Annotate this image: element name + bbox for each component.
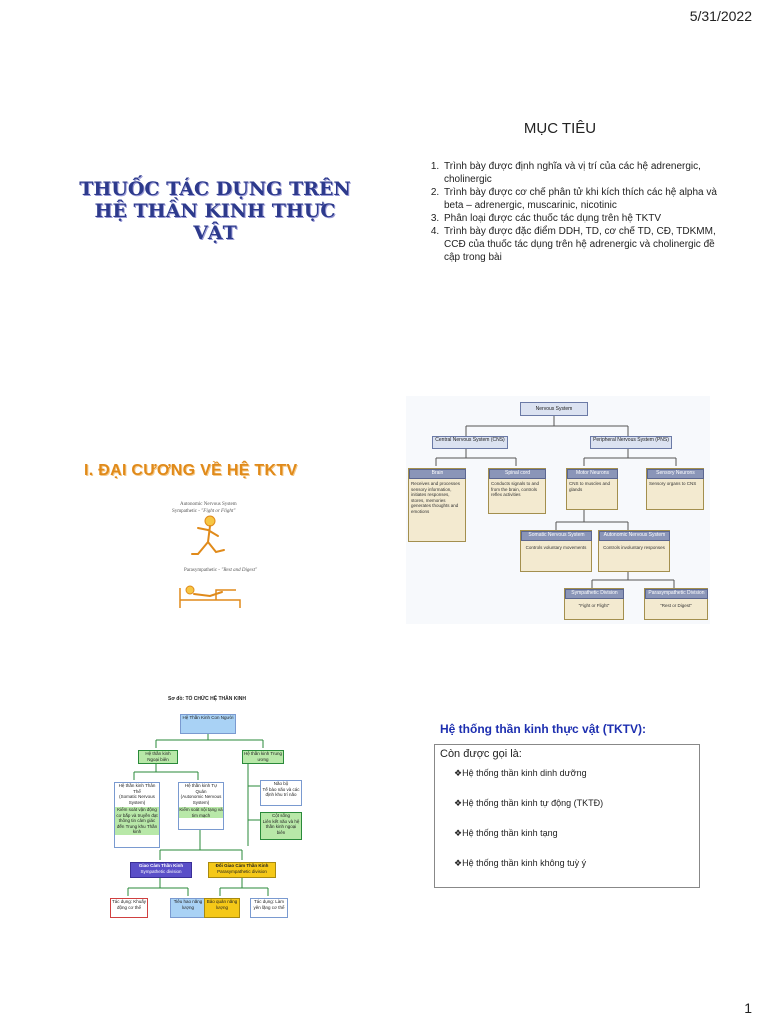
- ns-somatic-desc: Controls voluntary movements: [525, 545, 587, 550]
- org-root: Hệ Thần Kinh Con Người: [180, 714, 236, 734]
- org-peripheral: Hệ thần kinh Ngoại biên: [138, 750, 178, 764]
- org-parasymp: Đối Giao Cảm Thần Kinh: [215, 863, 269, 868]
- tktv-item-text: Hệ thống thần kinh dinh dưỡng: [462, 768, 587, 778]
- objectives-heading: MỤC TIÊU: [523, 120, 597, 137]
- ns-symp-card: [564, 588, 624, 620]
- ns-autonomic: Autonomic Nervous System: [599, 531, 670, 541]
- org-brain-card: [260, 780, 302, 806]
- diamond-bullet-icon: ❖: [454, 798, 463, 808]
- org-autonomic-en: (Autonomic Nervous System): [180, 794, 222, 805]
- ns-parasymp: Parasympathetic Division: [645, 589, 708, 599]
- org-effect-consume: Tiêu hao năng lượng: [170, 898, 206, 918]
- ns-symp: Sympathetic Division: [565, 589, 624, 599]
- tktv-item-text: Hệ thống thần kinh tạng: [462, 828, 558, 838]
- org-parasymp-en: Parasympathetic division: [217, 868, 267, 874]
- para-caption-label: Parasympathetic -: [184, 568, 220, 573]
- ns-pns: Peripheral Nervous System (PNS): [590, 436, 672, 449]
- ns-brain-card: [408, 468, 466, 542]
- ns-sensory-desc: Sensory organs to CNS: [649, 481, 697, 486]
- tktv-item: [454, 858, 586, 869]
- ns-root: Nervous System: [520, 402, 588, 416]
- tktv-intro: Còn được gọi là:: [440, 748, 522, 760]
- organization-chart: [108, 696, 308, 926]
- objective-item: 2. Trình bày được cơ chế phân tử khi kích thích các hệ alpha và beta – adrenergic, muscarinic, nicotinic: [442, 186, 722, 212]
- ns-parasymp-desc: "Rest or Digest": [660, 603, 692, 608]
- org-somatic-card: [114, 782, 160, 848]
- org-autonomic-desc: Kiểm soát nội tạng và tim mạch: [179, 807, 223, 818]
- diamond-bullet-icon: ❖: [454, 768, 463, 778]
- ns-brain-desc: Receives and processes sensory information, initiates responses, stores, memories generates thoughts and emotions: [411, 481, 461, 514]
- section-title: I. ĐẠI CƯƠNG VỀ HỆ TKTV: [84, 462, 298, 479]
- diamond-bullet-icon: ❖: [454, 858, 463, 868]
- ns-sensory: Sensory Neurons: [647, 469, 704, 479]
- tktv-item-text: Hệ thống thần kinh không tuỳ ý: [462, 858, 587, 868]
- symp-caption-note: "Fight or Flight": [201, 509, 236, 514]
- org-somatic: Hệ thần kinh Thân Thể: [118, 783, 156, 794]
- diamond-bullet-icon: ❖: [454, 828, 463, 838]
- org-effect-conserve: Bảo quản năng lượng: [204, 898, 240, 918]
- org-symp-card: [130, 862, 192, 878]
- org-symp: Giao Cảm Thần Kinh: [138, 863, 184, 868]
- slide1-title-line2: HỆ THẦN KINH THỰC VẬT: [94, 200, 336, 244]
- ns-somatic: Somatic Nervous System: [521, 531, 592, 541]
- org-autonomic-card: [178, 782, 224, 830]
- org-somatic-desc: Kiểm soát vận động cơ bắp và truyền đạt thông tin cảm giác đến Trung khu Thần kinh: [116, 807, 158, 834]
- page-number: 1: [744, 1000, 752, 1016]
- tktv-item-text: Hệ thống thần kinh tự động (TKTĐ): [462, 798, 604, 808]
- ns-symp-desc: "Fight or Flight": [578, 603, 610, 608]
- ns-autonomic-desc: Controls involuntary responses: [603, 545, 665, 550]
- resting-figure-illustration: [176, 574, 246, 612]
- ns-brain: Brain: [409, 469, 466, 479]
- ns-spinal: Spinal cord: [489, 469, 546, 479]
- org-somatic-en: (Somatic Nervous System): [119, 794, 155, 805]
- nervous-system-diagram: [406, 396, 710, 624]
- org-central: Hệ thần kinh Trung ương: [242, 750, 284, 764]
- para-caption: [184, 568, 257, 573]
- org-effect-arouse: Tác dụng: Khuấy động cơ thể: [110, 898, 148, 918]
- org-spinal-desc: Liên kết não và hệ thần kinh ngoại biên: [262, 818, 300, 835]
- objective-item: 4. Trình bày được đặc điểm DDH, TD, cơ chế TD, CĐ, TDKMM, CCĐ của thuốc tác dụng trên hệ adrenergic và cholinergic đề cập trong bài: [442, 225, 722, 264]
- ns-motor-card: [566, 468, 618, 510]
- ns-cns: Central Nervous System (CNS): [432, 436, 508, 449]
- org-parasymp-card: [208, 862, 276, 878]
- org-spinal: Cột sống: [271, 813, 290, 818]
- ns-motor: Motor Neurons: [567, 469, 618, 479]
- tktv-item: [454, 798, 603, 809]
- ns-autonomic-card: [598, 530, 670, 572]
- org-symp-en: Sympathetic division: [140, 868, 182, 874]
- ns-motor-desc: CNS to muscles and glands: [569, 481, 611, 492]
- tktv-item: [454, 828, 558, 839]
- print-date: 5/31/2022: [689, 8, 752, 24]
- ns-spinal-card: [488, 468, 546, 514]
- org-effect-calm: Tác dụng: Làm yên lặng cơ thể: [250, 898, 288, 918]
- tktv-item: [454, 768, 587, 779]
- symp-caption-label: Sympathetic -: [172, 509, 200, 514]
- ns-parasymp-card: [644, 588, 708, 620]
- ns-sensory-card: [646, 468, 704, 510]
- org-caption: Sơ đồ: TỔ CHỨC HỆ THẦN KINH: [168, 696, 246, 702]
- ns-somatic-card: [520, 530, 592, 572]
- org-brain: Não bộ: [273, 781, 289, 786]
- slide1-title-line1: THUỐC TÁC DỤNG TRÊN: [79, 178, 351, 200]
- org-spinal-card: [260, 812, 302, 840]
- slide1-title: [70, 178, 360, 244]
- objective-item: 3. Phân loại được các thuốc tác dụng trên hệ TKTV: [442, 212, 722, 225]
- org-autonomic: Hệ thần kinh Tự Quản: [184, 783, 218, 794]
- org-brain-desc: Tế bào não và các định khu trí não: [262, 786, 300, 797]
- objectives-list: [418, 160, 722, 264]
- ans-caption: Autonomic Nervous System: [180, 502, 237, 507]
- objective-item: 1. Trình bày được định nghĩa và vị trí của các hệ adrenergic, cholinergic: [442, 160, 722, 186]
- para-caption-note: "Rest and Digest": [221, 568, 258, 573]
- tktv-title: Hệ thống thần kinh thực vật (TKTV):: [440, 722, 647, 736]
- running-figure-illustration: [188, 514, 228, 566]
- ns-spinal-desc: Conducts signals to and from the brain, controls reflex activities: [491, 481, 540, 497]
